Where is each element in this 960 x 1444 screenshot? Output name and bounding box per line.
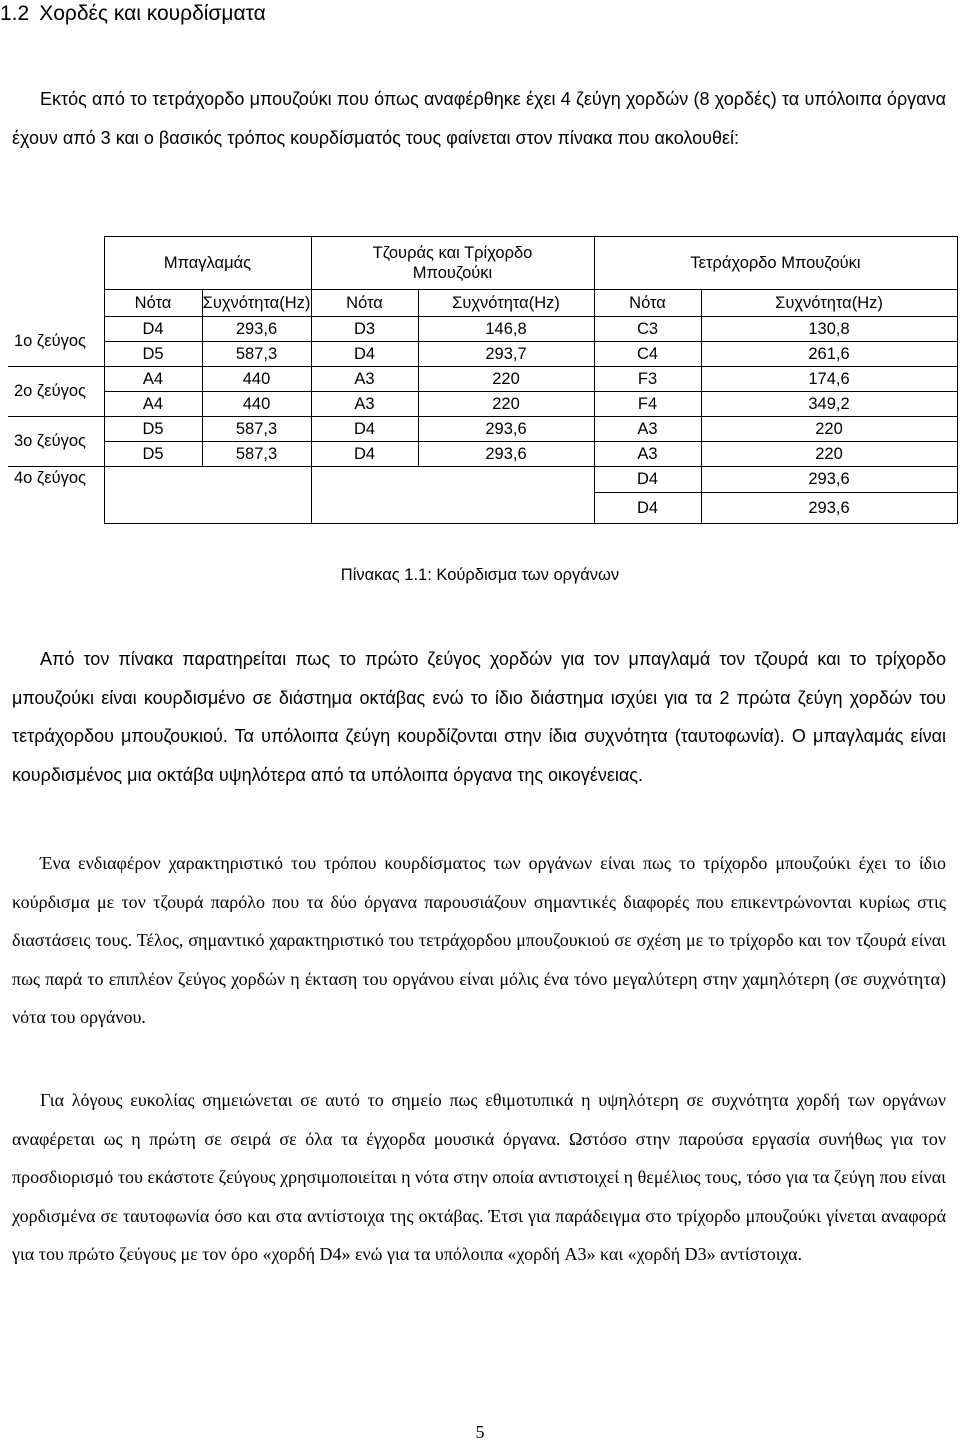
table-row — [8, 367, 957, 392]
table-cell: D4 — [311, 417, 418, 442]
col-note-baglamas: Νότα — [104, 290, 202, 317]
table-row — [8, 392, 957, 417]
table-cell: 174,6 — [701, 367, 957, 392]
table-cell: 349,2 — [701, 392, 957, 417]
table-cell: D4 — [311, 442, 418, 467]
col-note-tzouras: Νότα — [311, 290, 418, 317]
table-cell: D4 — [311, 342, 418, 367]
body-paragraph-1: Από τον πίνακα παρατηρείται πως το πρώτο ζεύγος χορδών για τον μπαγλαμά τον τζουρά και το τρίχορδο μπουζούκι είναι κουρδισμένο σε διάστημα οκτάβας ενώ το ίδιο διάστημα ισχύει για τα 2 πρώτα ζεύγη χορδών του τετράχορδου μπουζουκιού. Τα υπόλοιπα ζεύγη κουρδίζονται στην ίδια συχνότητα (ταυτοφωνία). Ο μπαγλαμάς είναι κουρδισμένος μια οκτάβα υψηλότερα από τα υπόλοιπα όργανα της οικογένειας. — [12, 649, 946, 785]
table-cell: 130,8 — [701, 317, 957, 342]
section-heading — [0, 0, 940, 28]
page-number: 5 — [475, 1422, 485, 1442]
corner-cell — [8, 237, 104, 290]
table-cell: 440 — [202, 367, 311, 392]
table-cell: 440 — [202, 392, 311, 417]
table-cell: D5 — [104, 442, 202, 467]
section-number: 1.2 — [0, 2, 30, 25]
table-row — [8, 417, 957, 442]
table-cell: A4 — [104, 392, 202, 417]
table-cell: 146,8 — [418, 317, 594, 342]
header-tzouras — [311, 237, 594, 290]
table-cell: 220 — [418, 367, 594, 392]
table-cell: 220 — [701, 417, 957, 442]
table-cell: 293,6 — [701, 467, 957, 493]
table-cell: D4 — [104, 317, 202, 342]
table-cell: 293,6 — [418, 442, 594, 467]
header-tzouras-line2: Μπουζούκι — [412, 264, 493, 282]
table-cell: 293,6 — [418, 417, 594, 442]
table-caption: Πίνακας 1.1: Κούρδισμα των οργάνων — [340, 566, 620, 584]
table-cell: 261,6 — [701, 342, 957, 367]
col-freq-baglamas: Συχνότητα(Hz) — [202, 290, 311, 317]
table-row — [8, 342, 957, 367]
section-title: Χορδές και κουρδίσματα — [39, 2, 266, 25]
pair-label: 3ο ζεύγος — [8, 417, 104, 467]
table-cell: 293,6 — [202, 317, 311, 342]
pair-label: 1ο ζεύγος — [8, 317, 104, 367]
tuning-table — [8, 236, 958, 524]
intro-paragraph: Εκτός από το τετράχορδο μπουζούκι που όπως αναφέρθηκε έχει 4 ζεύγη χορδών (8 χορδές) τα υπόλοιπα όργανα έχουν από 3 και ο βασικός τρόπος κουρδίσματός τους φαίνεται στον πίνακα που ακολουθεί: — [12, 89, 946, 148]
table-row — [8, 442, 957, 467]
col-freq-tetrachordo: Συχνότητα(Hz) — [701, 290, 957, 317]
table-cell: A3 — [311, 367, 418, 392]
table-cell: F3 — [594, 367, 701, 392]
table-cell: 220 — [701, 442, 957, 467]
table-cell: C4 — [594, 342, 701, 367]
table-cell: 587,3 — [202, 442, 311, 467]
table-cell: D4 — [594, 493, 701, 524]
table-cell: A4 — [104, 367, 202, 392]
body-paragraph-3: Για λόγους ευκολίας σημειώνεται σε αυτό το σημείο πως εθιμοτυπικά η υψηλότερη σε συχνότητα χορδή των οργάνων αναφέρεται ως η πρώτη σε σειρά σε όλα τα έγχορδα μουσικά όργανα. Ωστόσο στην παρούσα εργασία συνήθως για τον προσδιορισμό του εκάστοτε ζεύγους χρησιμοποιείται η νότα στην οποία αντιστοιχεί η θεμέλιος τους, τόσο για τα ζεύγη που είναι χορδισμένα σε ταυτοφωνία όσο και στα αντίστοιχα της οκτάβας. Έτσι για παράδειγμα στο τρίχορδο μπουζούκι γίνεται αναφορά για του πρώτο ζεύγους με τον όρο «χορδή D4» ενώ για τα υπόλοιπα «χορδή A3» και «χορδή D3» αντίστοιχα. — [12, 1090, 946, 1264]
col-freq-tzouras: Συχνότητα(Hz) — [418, 290, 594, 317]
table-cell: D4 — [594, 467, 701, 493]
pair-label: 2ο ζεύγος — [8, 367, 104, 417]
col-note-tetrachordo: Νότα — [594, 290, 701, 317]
table-cell: A3 — [594, 417, 701, 442]
table-cell: 293,7 — [418, 342, 594, 367]
table-row — [8, 467, 957, 493]
table-cell: 293,6 — [701, 493, 957, 524]
table-cell: D3 — [311, 317, 418, 342]
body-paragraph-2: Ένα ενδιαφέρον χαρακτηριστικό του τρόπου κουρδίσματος των οργάνων είναι πως το τρίχορδο μπουζούκι έχει το ίδιο κούρδισμα με τον τζουρά παρόλο που τα δύο όργανα παρουσιάζουν σημαντικές διαφορές που επικεντρώνονται κυρίως στις διαστάσεις τους. Τέλος, σημαντικό χαρακτηριστικό του τετράχορδου μπουζουκιού σε σχέση με το τρίχορδο και τον τζουρά είναι πως παρά το επιπλέον ζεύγος χορδών η έκταση του οργάνου είναι μόλις ένα τόνο μεγαλύτερη στην χαμηλότερη (σε συχνότητα) νότα του οργάνου. — [12, 853, 946, 1027]
corner-cell — [8, 290, 104, 317]
instrument-header-row — [8, 237, 957, 290]
header-tetrachordo: Τετράχορδο Μπουζούκι — [594, 237, 957, 290]
column-header-row — [8, 290, 957, 317]
table-cell: A3 — [594, 442, 701, 467]
table-cell: F4 — [594, 392, 701, 417]
table-cell: D5 — [104, 417, 202, 442]
table-cell: 587,3 — [202, 342, 311, 367]
table-row — [8, 317, 957, 342]
table-cell: D5 — [104, 342, 202, 367]
header-baglamas: Μπαγλαμάς — [104, 237, 311, 290]
empty-cell-baglamas — [104, 467, 311, 524]
table-cell: 587,3 — [202, 417, 311, 442]
table-cell: C3 — [594, 317, 701, 342]
table-cell: 220 — [418, 392, 594, 417]
empty-cell-tzouras — [311, 467, 594, 524]
header-tzouras-line1: Τζουράς και Τρίχορδο — [372, 244, 533, 262]
table-cell: A3 — [311, 392, 418, 417]
pair-label: 4ο ζεύγος — [8, 467, 104, 524]
